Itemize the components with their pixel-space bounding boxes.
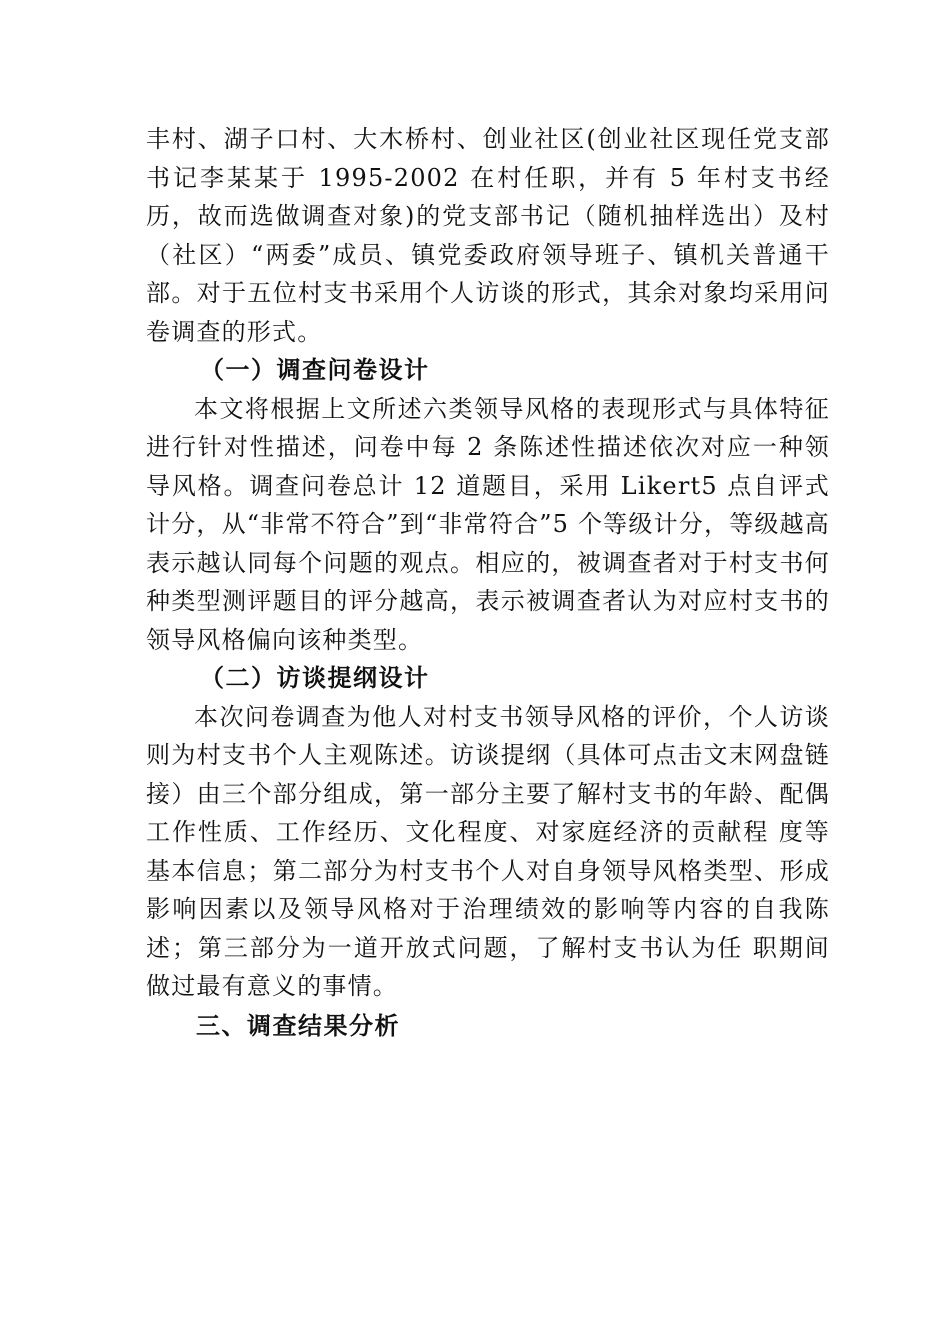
heading-questionnaire-design: （一）调查问卷设计 [200, 355, 430, 384]
heading-interview-outline: （二）访谈提纲设计 [200, 663, 430, 692]
heading-results-analysis: 三、调查结果分析 [196, 1010, 400, 1040]
paragraph-survey-subjects: 丰村、湖子口村、大木桥村、创业社区(创业社区现任党支部书记李某某于 1995-2002 在村任职，并有 5 年村支书经历，故而选做调查对象)的党支部书记（随机抽样选出）及村（社区）“两委”成员、镇党委政府领导班子、镇机关普通干部。对于五位村支书采用个人访谈的形式，其余对象均采用问卷调查的形式。 [146, 125, 830, 346]
paragraph-questionnaire-design: 本文将根据上文所述六类领导风格的表现形式与具体特征进行针对性描述，问卷中每 2 条陈述性描述依次对应一种领导风格。调查问卷总计 12 道题目，采用 Likert5 点自评式计分，从“非常不符合”到“非常符合”5 个等级计分，等级越高表示越认同每个问题的观点。相应的，被调查者对于村支书何种类型测评题目的评分越高，表示被调查者认为对应村支书的领导风格偏向该种类型。 [146, 394, 830, 654]
document-page [146, 120, 830, 1046]
paragraph-interview-outline: 本次问卷调查为他人对村支书领导风格的评价，个人访谈则为村支书个人主观陈述。访谈提纲（具体可点击文末网盘链接）由三个部分组成，第一部分主要了解村支书的年龄、配偶工作性质、工作经历、文化程度、对家庭经济的贡献程 度等基本信息；第二部分为村支书个人对自身领导风格类型、形成影响因素以及领导风格对于治理绩效的影响等内容的自我陈述；第三部分为一道开放式问题，了解村支书认为任 职期间做过最有意义的事情。 [146, 702, 830, 1000]
